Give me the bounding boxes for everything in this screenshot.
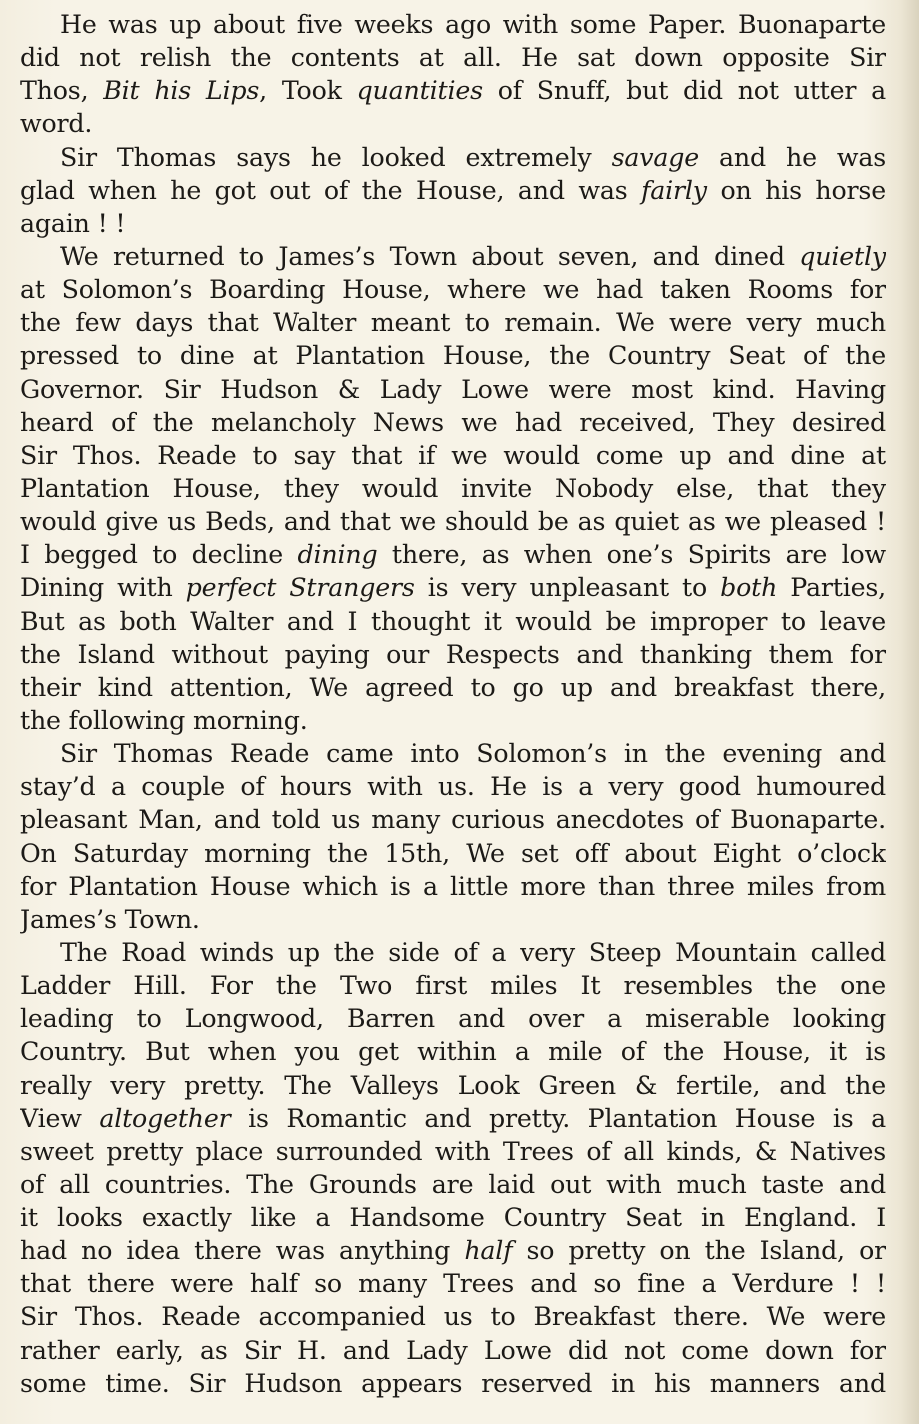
text-segment: Governor. Sir Hudson & Lady Lowe were most kind. Having (20, 374, 886, 404)
text-line (20, 571, 886, 604)
text-segment: Parties, (777, 573, 886, 603)
text-segment: Sir Thomas Reade came into Solomon’s in the evening and (60, 739, 886, 769)
text-segment: of all countries. The Grounds are laid out with much taste and (20, 1169, 886, 1199)
text-segment: He was up about five weeks ago with some Paper. Buonaparte (60, 10, 886, 39)
text-line (20, 770, 886, 803)
text-segment: Dining with (20, 573, 186, 603)
text-segment: so pretty on the Island, or (512, 1236, 886, 1266)
italic-text: half (464, 1236, 513, 1266)
text-segment: their kind attention, We agreed to go up and breakfast there, (20, 672, 886, 702)
italic-text: both (720, 573, 778, 603)
text-line (20, 306, 886, 339)
text-segment: there, as when one’s Spirits are low (377, 540, 886, 570)
text-segment: is very unpleasant to (414, 573, 721, 603)
text-segment: View (20, 1103, 100, 1133)
text-segment: On Saturday morning the 15th, We set off about Eight o’clock (20, 838, 886, 868)
text-line (20, 936, 886, 969)
text-line (20, 74, 886, 107)
text-line (20, 1035, 886, 1068)
text-segment: Sir Thos. Reade accompanied us to Breakfast there. We were (20, 1302, 886, 1332)
text-segment: it looks exactly like a Handsome Country Seat in England. I (20, 1203, 886, 1233)
text-line (20, 472, 886, 505)
text-segment: Thos, (20, 76, 104, 106)
text-segment: But as both Walter and I thought it would be improper to leave (20, 606, 886, 636)
text-line (20, 1267, 886, 1300)
text-segment: glad when he got out of the House, and was (20, 175, 642, 205)
text-segment: Sir Thomas says he looked extremely (60, 142, 612, 172)
italic-text: dining (297, 540, 378, 570)
text-segment: Plantation House, they would invite Nobody else, that they (20, 473, 886, 503)
text-segment: and he was (698, 142, 886, 172)
text-segment: at Solomon’s Boarding House, where we had taken Rooms for (20, 275, 886, 305)
text-segment: The Road winds up the side of a very Steep Mountain called (60, 937, 886, 967)
text-line (20, 273, 886, 306)
text-segment: the following morning. (20, 705, 308, 735)
text-line (20, 174, 886, 207)
text-segment: , Took (259, 76, 357, 106)
text-line (20, 41, 886, 74)
italic-text: quantities (356, 76, 483, 106)
text-line (20, 1300, 886, 1333)
text-segment: would give us Beds, and that we should be as quiet as we pleased ! (20, 507, 886, 537)
text-segment: We returned to James’s Town about seven, and dined (60, 241, 800, 271)
text-line (20, 969, 886, 1002)
text-line (20, 439, 886, 472)
text-line (20, 339, 886, 372)
text-line (20, 1334, 886, 1367)
italic-text: fairly (641, 175, 707, 205)
text-segment: pressed to dine at Plantation House, the Country Seat of the (20, 341, 886, 371)
italic-text: perfect Strangers (185, 573, 415, 603)
italic-text: altogether (99, 1103, 231, 1133)
text-segment: Ladder Hill. For the Two first miles It resembles the one (20, 971, 886, 1001)
text-line (20, 1135, 886, 1168)
text-line (20, 8, 886, 41)
italic-text: savage (611, 142, 699, 172)
text-line (20, 737, 886, 770)
text-line (20, 406, 886, 439)
text-line (20, 538, 886, 571)
text-line (20, 803, 886, 836)
text-line (20, 1367, 886, 1400)
text-segment: Sir Thos. Reade to say that if we would come up and dine at (20, 440, 886, 470)
text-segment: had no idea there was anything (20, 1236, 465, 1266)
italic-text: quietly (799, 241, 886, 271)
text-segment: Country. But when you get within a mile of the House, it is (20, 1037, 886, 1067)
text-line (20, 207, 886, 240)
italic-text: Bit his Lips (103, 76, 260, 106)
text-line (20, 837, 886, 870)
text-segment: some time. Sir Hudson appears reserved in his manners and (20, 1368, 886, 1398)
text-segment: rather early, as Sir H. and Lady Lowe did not come down for (20, 1335, 886, 1365)
text-segment: I begged to decline (20, 540, 298, 570)
text-line (20, 107, 886, 140)
text-line (20, 903, 886, 936)
text-line (20, 1069, 886, 1102)
text-segment: again ! ! (20, 208, 126, 238)
text-segment: James’s Town. (20, 904, 200, 934)
text-segment: word. (20, 109, 93, 139)
text-line (20, 373, 886, 406)
text-segment: really very pretty. The Valleys Look Green & fertile, and the (20, 1070, 886, 1100)
text-segment: leading to Longwood, Barren and over a miserable looking (20, 1004, 886, 1034)
text-segment: the Island without paying our Respects and thanking them for (20, 639, 886, 669)
text-line (20, 605, 886, 638)
text-segment: of Snuff, but did not utter a (482, 76, 886, 106)
page-text (20, 8, 886, 1400)
text-line (20, 1102, 886, 1135)
text-line (20, 1201, 886, 1234)
text-line (20, 1002, 886, 1035)
text-segment: on his horse (706, 175, 886, 205)
text-segment: did not relish the contents at all. He sat down opposite Sir (20, 43, 886, 73)
text-line (20, 638, 886, 671)
text-segment: stay’d a couple of hours with us. He is a very good humoured (20, 772, 886, 802)
text-line (20, 671, 886, 704)
text-segment: is Romantic and pretty. Plantation House is a (230, 1103, 886, 1133)
text-line (20, 141, 886, 174)
text-segment: heard of the melancholy News we had received, They desired (20, 407, 886, 437)
text-segment: that there were half so many Trees and so fine a Verdure ! ! (20, 1269, 886, 1299)
text-segment: the few days that Walter meant to remain. We were very much (20, 308, 886, 338)
text-line (20, 870, 886, 903)
text-line (20, 240, 886, 273)
text-line (20, 505, 886, 538)
text-line (20, 704, 886, 737)
text-line (20, 1168, 886, 1201)
text-segment: for Plantation House which is a little more than three miles from (20, 871, 886, 901)
text-segment: pleasant Man, and told us many curious anecdotes of Buonaparte. (20, 805, 886, 835)
text-line (20, 1234, 886, 1267)
text-segment: sweet pretty place surrounded with Trees of all kinds, & Natives (20, 1136, 886, 1166)
